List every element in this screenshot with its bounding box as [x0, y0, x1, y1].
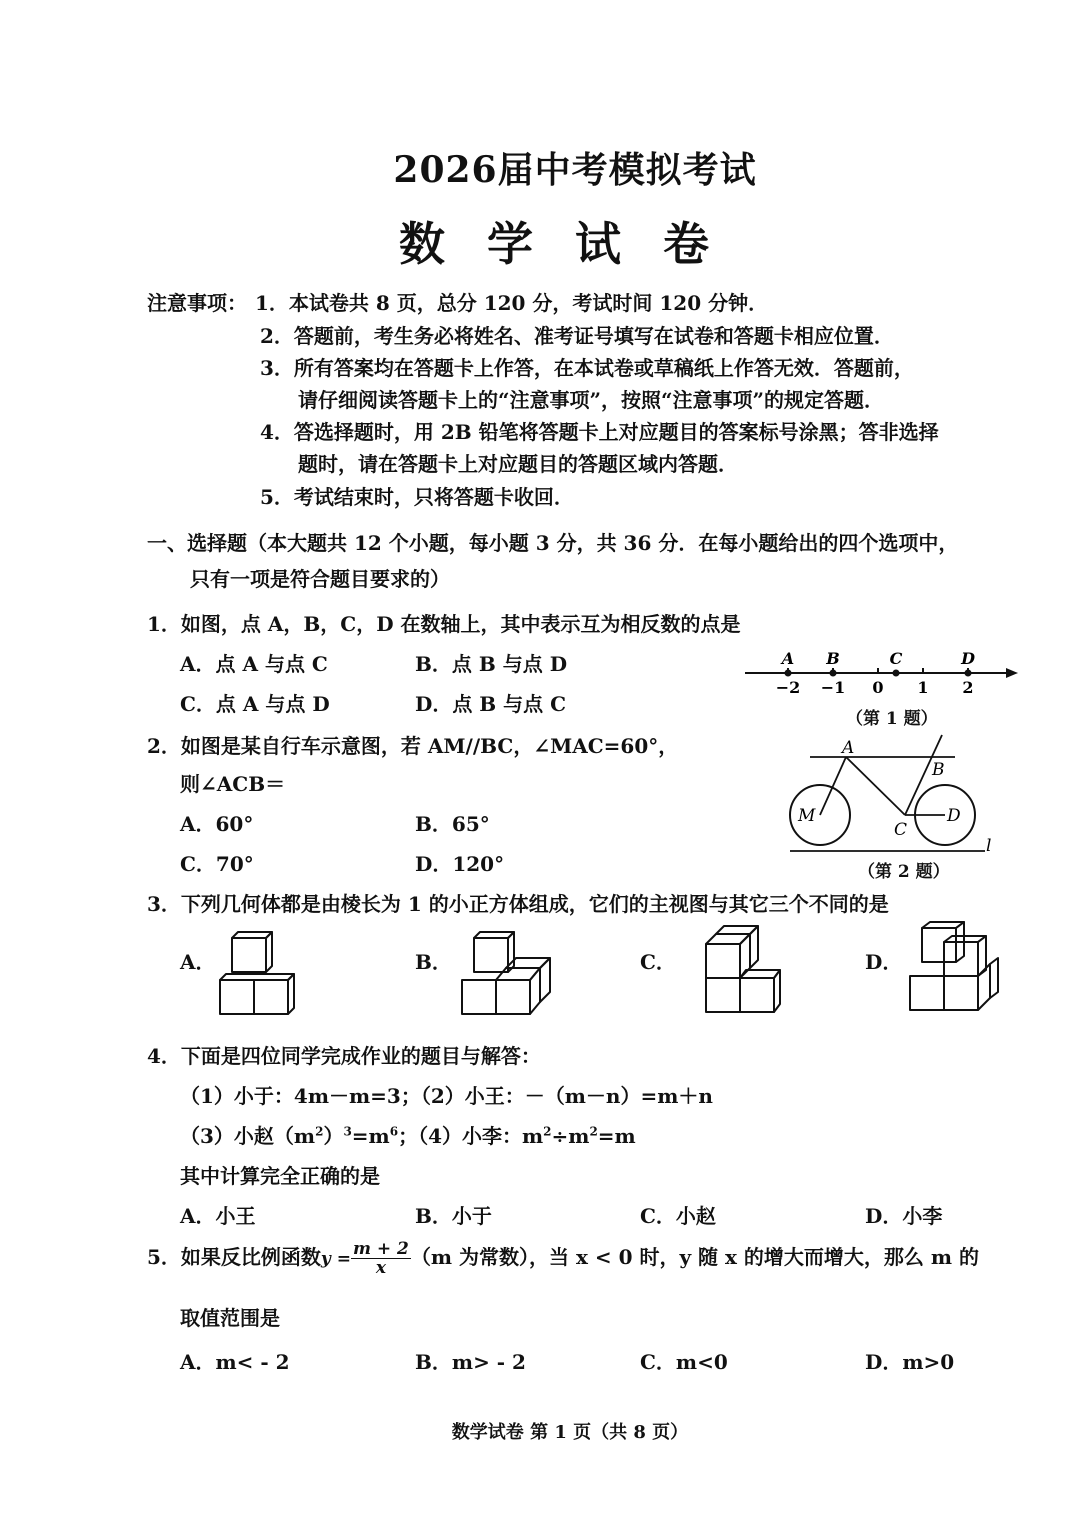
notice-item-1: 1．本试卷共 8 页，总分 120 分，考试时间 120 分钟． [255, 291, 769, 315]
q3-option-c: C． [640, 950, 676, 974]
tick-label: 2 [962, 678, 974, 697]
fig2-label-l: l [986, 836, 992, 856]
cube-figure-d [906, 918, 1006, 1018]
q5-option-c: C．m<0 [640, 1350, 728, 1374]
tick-label: −2 [775, 678, 801, 697]
fig2-label-m: M [798, 806, 816, 826]
point-b [830, 670, 837, 677]
question-2-stem: 2．如图是某自行车示意图，若 AM//BC，∠MAC=60°， [147, 734, 679, 758]
figure-2-caption: （第 2 题） [858, 862, 950, 882]
cube-figure-a [218, 928, 308, 1020]
q2-option-b: B．65° [415, 812, 490, 836]
tick-label: 0 [872, 678, 884, 697]
q1-option-b: B．点 B 与点 D [415, 652, 568, 676]
q2-option-d: D．120° [415, 852, 505, 876]
fig2-label-b: B [932, 760, 945, 780]
notice-item-4: 4．答选择题时，用 2B 铅笔将答题卡上对应题目的答案标号涂黑；答非选择 [260, 420, 939, 444]
question-2-stem-cont: 则∠ACB＝ [180, 772, 286, 796]
q4-option-c: C．小赵 [640, 1204, 716, 1228]
fig2-label-a: A [842, 738, 855, 758]
exam-title: 2026届中考模拟考试 [393, 149, 757, 191]
cube-figure-b [458, 928, 558, 1020]
question-1-stem: 1．如图，点 A，B，C，D 在数轴上，其中表示互为相反数的点是 [147, 612, 741, 636]
q1-option-d: D．点 B 与点 C [415, 692, 567, 716]
question-5-stem: 5．如果反比例函数y = $\frac{m + 2}{x}$ （m 为常数），当 x < 0 时，y 随 x 的增大而增大，那么 m 的 [147, 1239, 979, 1278]
q5-option-a: A．m< - 2 [180, 1350, 290, 1374]
number-line-figure [740, 645, 1030, 705]
point-a [785, 670, 792, 677]
section-heading-cont: 只有一项是符合题目要求的） [190, 567, 450, 591]
q3-option-b: B． [415, 950, 452, 974]
section-heading: 一、选择题（本大题共 12 个小题，每小题 3 分，共 36 分．在每小题给出的四个选项中， [147, 531, 959, 555]
q4-option-d: D．小李 [865, 1204, 943, 1228]
q1-option-a: A．点 A 与点 C [180, 652, 328, 676]
notice-item-2: 2．答题前，考生务必将姓名、准考证号填写在试卷和答题卡相应位置． [260, 324, 894, 348]
q4-option-b: B．小于 [415, 1204, 492, 1228]
notice-item-4-cont: 题时，请在答题卡上对应题目的答题区域内答题． [298, 452, 738, 476]
point-label-a: A [781, 649, 795, 668]
point-label-b: B [826, 649, 840, 668]
q2-option-c: C．70° [180, 852, 254, 876]
q3-option-d: D． [865, 950, 903, 974]
page-footer: 数学试卷 第 1 页（共 8 页） [451, 1422, 689, 1443]
fig2-label-c: C [894, 820, 908, 840]
point-d [965, 670, 972, 677]
point-c [893, 670, 900, 677]
question-4-stem: 4．下面是四位同学完成作业的题目与解答： [147, 1044, 541, 1068]
cube-figure-c [702, 922, 792, 1020]
point-label-c: C [889, 649, 903, 668]
q4-option-a: A．小王 [180, 1204, 256, 1228]
q5-option-d: D．m>0 [865, 1350, 955, 1374]
q5-option-b: B．m> - 2 [415, 1350, 526, 1374]
figure-1-caption: （第 1 题） [846, 709, 938, 729]
subject-title: 数学试卷 [399, 217, 751, 271]
q4-line-1: （1）小于：4m－m=3；（2）小王：－（m－n）=m＋n [180, 1084, 713, 1108]
q4-line-3: 其中计算完全正确的是 [180, 1164, 380, 1188]
tick-label: −1 [820, 678, 846, 697]
notice-item-3-cont: 请仔细阅读答题卡上的“注意事项”，按照“注意事项”的规定答题． [298, 388, 885, 412]
point-label-d: D [961, 649, 975, 668]
question-3-stem: 3．下列几何体都是由棱长为 1 的小正方体组成，它们的主视图与其它三个不同的是 [147, 892, 889, 916]
q5-line-2: 取值范围是 [180, 1306, 280, 1330]
bicycle-figure [780, 735, 1005, 860]
notice-label: 注意事项： [147, 291, 247, 315]
notice-item-5: 5．考试结束时，只将答题卡收回． [260, 485, 574, 509]
q1-option-c: C．点 A 与点 D [180, 692, 330, 716]
notice-item-3: 3．所有答案均在答题卡上作答，在本试卷或草稿纸上作答无效．答题前， [260, 356, 914, 380]
fig2-label-d: D [947, 806, 961, 826]
tick-label: 1 [917, 678, 929, 697]
q4-line-2: （3）小赵$(m^2)^3=m^6$；（4）小李：$m^2\div m^2=m$ [180, 1124, 636, 1148]
q2-option-a: A．60° [180, 812, 254, 836]
q3-option-a: A． [180, 950, 216, 974]
